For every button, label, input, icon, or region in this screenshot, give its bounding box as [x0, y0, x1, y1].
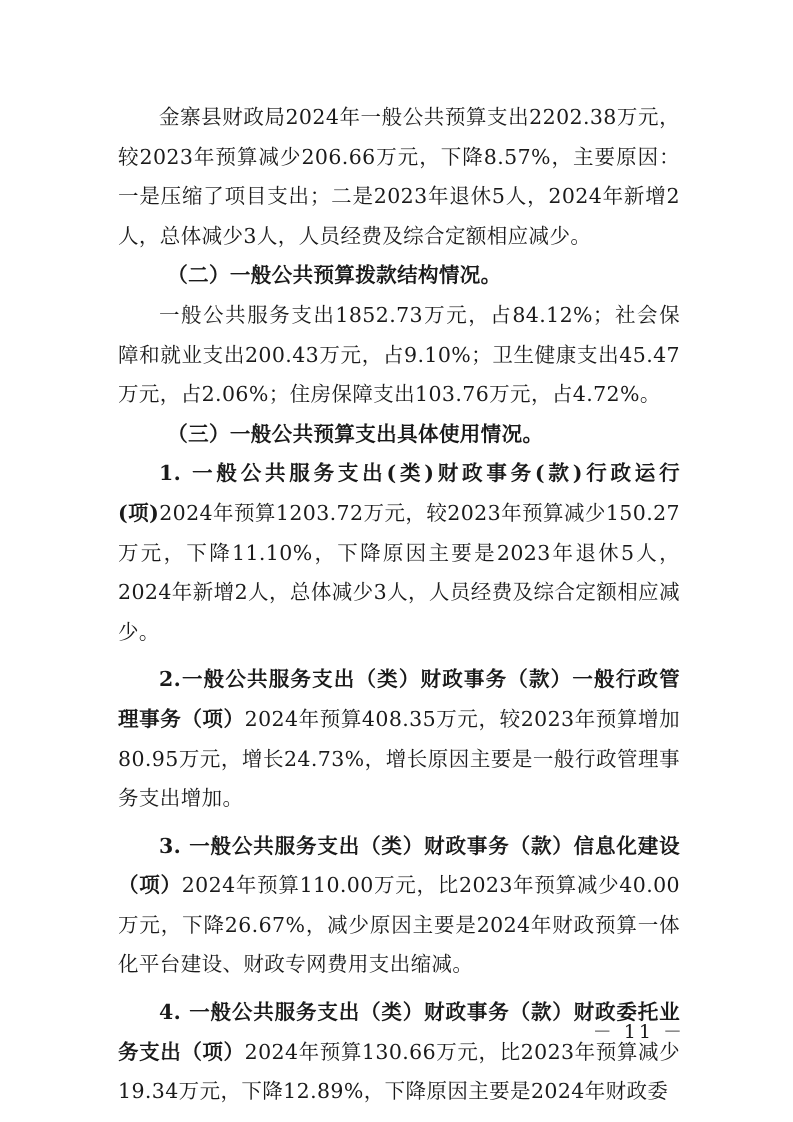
item-2 [118, 660, 680, 818]
paragraph-summary: 金寨县财政局2024年一般公共预算支出2202.38万元，较2023年预算减少206.66万元，下降8.57%，主要原因：一是压缩了项目支出；二是2023年退休5人，2024年新增2人，总体减少3人，人员经费及综合定额相应减少。 [118, 105, 680, 248]
item-4 [118, 993, 680, 1112]
item-2-title: 2.一般公共服务支出（类）财政事务（款）一般行政管理事务（项） [118, 667, 680, 731]
item-1-body: 2024年预算1203.72万元，较2023年预算减少150.27万元，下降11.10%，下降原因主要是2023年退休5人，2024年新增2人，总体减少3人，人员经费及综合定额相应减少。 [118, 500, 680, 644]
item-2-body: 2024年预算408.35万元，较2023年预算增加80.95万元，增长24.73%，增长原因主要是一般行政管理事务支出增加。 [118, 706, 680, 811]
item-4-body: 2024年预算130.66万元，比2023年预算减少19.34万元，下降12.89%，下降原因主要是2024年财政委 [118, 1039, 680, 1104]
item-3 [118, 827, 680, 985]
item-1 [118, 454, 680, 652]
item-3-body: 2024年预算110.00万元，比2023年预算减少40.00万元，下降26.67%，减少原因主要是2024年财政预算一体化平台建设、财政专网费用支出缩减。 [118, 873, 680, 977]
item-1-title: 1. 一般公共服务支出(类)财政事务(款)行政运行(项) [118, 461, 680, 525]
heading-structure: （二）一般公共预算拨款结构情况。 [167, 263, 502, 288]
item-3-title: 3. 一般公共服务支出（类）财政事务（款）信息化建设（项） [118, 833, 680, 898]
heading-usage: （三）一般公共预算支出具体使用情况。 [167, 421, 544, 446]
page-number: － 11 － [592, 1021, 685, 1043]
item-4-title: 4. 一般公共服务支出（类）财政事务（款）财政委托业务支出（项） [118, 1000, 680, 1064]
document-page [118, 98, 680, 1112]
paragraph-structure: 一般公共服务支出1852.73万元，占84.12%；社会保障和就业支出200.43万元，占9.10%；卫生健康支出45.47万元，占2.06%；住房保障支出103.76万元，占4.72%。 [118, 302, 680, 407]
